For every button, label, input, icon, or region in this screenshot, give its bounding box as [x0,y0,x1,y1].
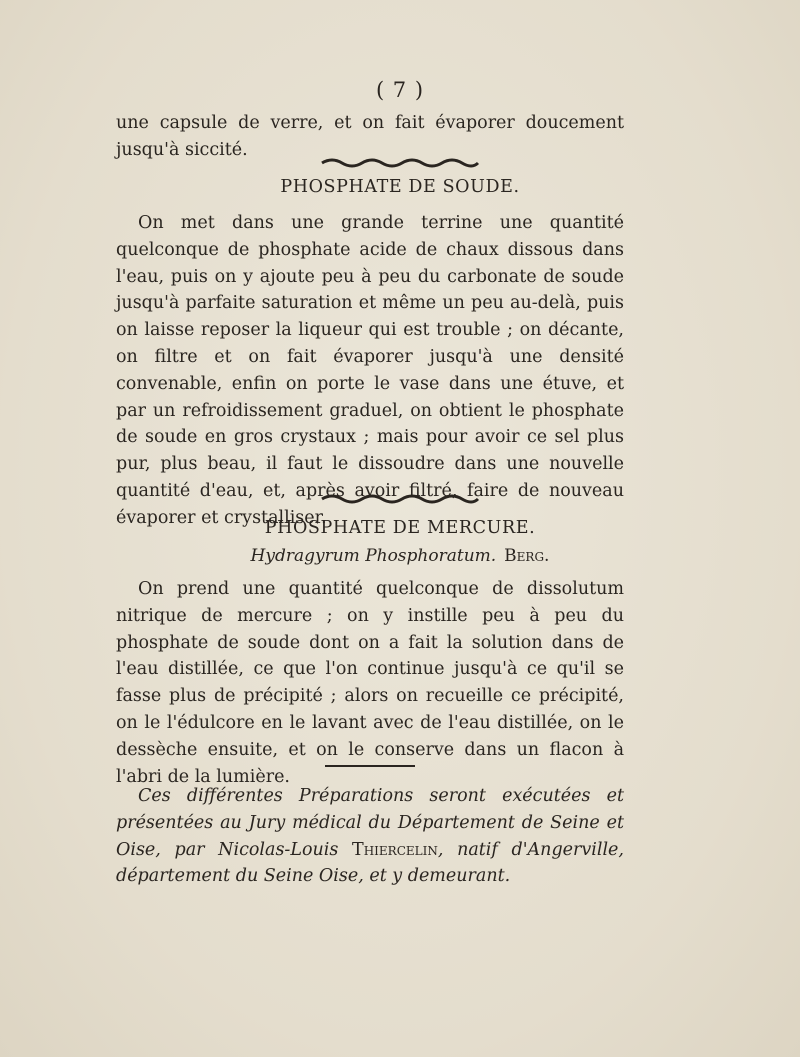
section1-paragraph [116,210,624,532]
footer-text [116,783,624,890]
ornament-divider-1 [0,154,800,173]
intro-text: une capsule de verre, et on fait évaporer doucement jusqu'à siccité. [116,113,624,160]
latin-name-line [0,546,800,566]
author-surname: Thiercelin [352,839,438,860]
wave-ornament-icon [320,493,480,505]
wave-ornament-icon [320,157,480,169]
footer-text-part2: , natif d'Angerville, département du Seine Oise, et y demeurant. [116,839,624,887]
footer-text-part1: Ces différentes Préparations seront exécutées et présentées au Jury médical du Département de Seine et Oise, par Nicolas-Louis [116,786,624,860]
section2-body: On prend une quantité quelconque de dissolutum nitrique de mercure ; on y instille peu à peu du phosphate de soude dont on a fait la solution dans de l'eau distillée, ce que l'on continue jusqu'à ce qu'il se fasse plus de précipité ; alors on recueille ce précipité, on le l'édulcore en le lavant avec de l'eau distillée, on le dessèche ensuite, et on le conserve dans un flacon à l'abri de la lumière. [116,579,624,787]
latin-name: Hydragyrum Phosphoratum. [250,546,497,566]
ornament-divider-2 [0,490,800,509]
section-title-phosphate-mercure: PHOSPHATE DE MERCURE. [264,518,536,538]
page-number: ( 7 ) [375,78,425,102]
horizontal-rule [325,765,415,767]
section-title-phosphate-soude: PHOSPHATE DE SOUDE. [280,177,520,197]
section1-body: On met dans une grande terrine une quantité quelconque de phosphate acide de chaux dissous dans l'eau, puis on y ajoute peu à peu du carbonate de soude jusqu'à parfaite saturation et même un peu au-delà, puis on laisse reposer la liqueur qui est trouble ; on décante, on filtre et on fait évaporer jusqu'à une densité convenable, enfin on porte le vase dans une étuve, et par un refroidissement graduel, on obtient le phosphate de soude en gros crystaux ; mais pour avoir ce sel plus pur, plus beau, il faut le dissoudre dans une nouvelle quantité d'eau, et, après avoir filtré, faire de nouveau évaporer et crystalliser. [116,213,624,528]
footer-paragraph [116,783,624,890]
authority-abbreviation: Berg. [504,546,550,566]
section2-paragraph [116,576,624,790]
